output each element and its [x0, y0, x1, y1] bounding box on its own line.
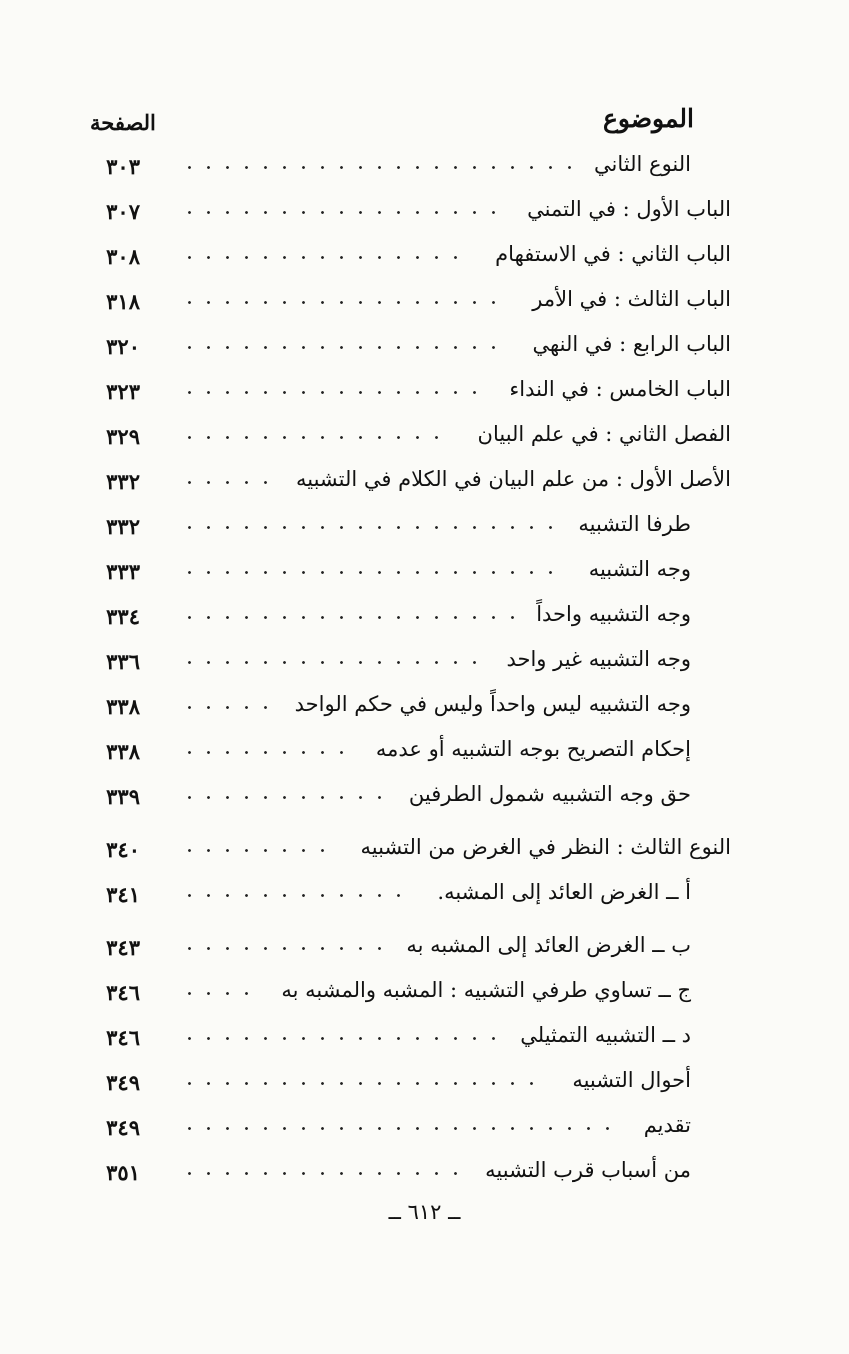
- toc-entry-title: الباب الخامس : في النداء: [509, 377, 731, 401]
- toc-entry: [0, 735, 849, 780]
- leader-dots: [180, 849, 332, 852]
- toc-entry: [0, 878, 849, 923]
- toc-entry: [0, 285, 849, 330]
- toc-entry-page: ٣٣٣: [106, 559, 140, 584]
- toc-entry-page: ٣٥١: [106, 1160, 140, 1185]
- toc-entry-page: ٣٣٨: [106, 694, 140, 719]
- toc-header: [0, 100, 849, 140]
- leader-dots: [180, 301, 503, 304]
- toc-entry-title: الباب الثالث : في الأمر: [532, 287, 731, 311]
- toc-entry-page: ٣٤٠: [106, 837, 140, 862]
- leader-dots: [180, 481, 275, 484]
- toc-entry-title: ج ــ تساوي طرفي التشبيه : المشبه والمشبه به: [281, 978, 691, 1002]
- toc-entry-page: ٣٤٩: [106, 1115, 140, 1140]
- toc-entry: [0, 510, 849, 555]
- toc-entry-page: ٣٤٦: [106, 980, 140, 1005]
- toc-entry-page: ٣٣٢: [106, 469, 140, 494]
- toc-entry-title: أحوال التشبيه: [572, 1068, 691, 1092]
- leader-dots: [180, 706, 275, 709]
- toc-entry: [0, 1021, 849, 1066]
- toc-list: [0, 150, 849, 1201]
- toc-entry-title: وجه التشبيه ليس واحداً وليس في حكم الواحد: [294, 692, 691, 716]
- leader-dots: [180, 256, 465, 259]
- leader-dots: [180, 894, 408, 897]
- leader-dots: [180, 661, 484, 664]
- toc-entry-page: ٣٠٣: [106, 154, 140, 179]
- toc-entry-page: ٣٣٤: [106, 604, 140, 629]
- toc-entry-title: وجه التشبيه: [588, 557, 691, 581]
- toc-entry: [0, 645, 849, 690]
- toc-entry: [0, 240, 849, 285]
- toc-entry-title: الباب الرابع : في النهي: [532, 332, 731, 356]
- toc-entry-title: الباب الأول : في التمني: [527, 197, 731, 221]
- leader-dots: [180, 391, 484, 394]
- toc-entry-page: ٣٢٠: [106, 334, 140, 359]
- page-number-footer: ــ ٦١٢ ــ: [388, 1200, 461, 1224]
- toc-entry-page: ٣٣٨: [106, 739, 140, 764]
- toc-entry-page: ٣٢٩: [106, 424, 140, 449]
- toc-entry: [0, 420, 849, 465]
- leader-dots: [180, 796, 389, 799]
- toc-entry: [0, 150, 849, 195]
- leader-dots: [180, 1037, 503, 1040]
- toc-entry-page: ٣٤٣: [106, 935, 140, 960]
- leader-dots: [180, 571, 560, 574]
- leader-dots: [180, 1172, 465, 1175]
- subject-column-heading: الموضوع: [603, 104, 694, 133]
- toc-entry-page: ٣٠٧: [106, 199, 140, 224]
- toc-entry-page: ٣٢٣: [106, 379, 140, 404]
- toc-entry: [0, 330, 849, 375]
- toc-entry-title: د ــ التشبيه التمثيلي: [520, 1023, 691, 1047]
- toc-entry-title: النوع الثالث : النظر في الغرض من التشبيه: [360, 835, 731, 859]
- toc-entry-title: وجه التشبيه غير واحد: [506, 647, 691, 671]
- toc-entry: [0, 1156, 849, 1201]
- page-column-heading: الصفحة: [90, 110, 156, 135]
- toc-entry: [0, 465, 849, 510]
- toc-entry-title: الأصل الأول : من علم البيان في الكلام في التشبيه: [295, 467, 731, 491]
- toc-entry-title: الباب الثاني : في الاستفهام: [495, 242, 731, 266]
- leader-dots: [180, 166, 579, 169]
- leader-dots: [180, 526, 560, 529]
- toc-entry: [0, 555, 849, 600]
- toc-entry-page: ٣٤٩: [106, 1070, 140, 1095]
- toc-entry: [0, 931, 849, 976]
- leader-dots: [180, 751, 351, 754]
- toc-entry-title: طرفا التشبيه: [578, 512, 691, 536]
- toc-entry-title: من أسباب قرب التشبيه: [485, 1158, 691, 1182]
- toc-entry-page: ٣٣٢: [106, 514, 140, 539]
- toc-entry-title: ب ــ الغرض العائد إلى المشبه به: [406, 933, 691, 957]
- toc-entry-title: تقديم: [643, 1113, 691, 1137]
- toc-entry: [0, 1066, 849, 1111]
- toc-entry-page: ٣١٨: [106, 289, 140, 314]
- toc-entry-title: حق وجه التشبيه شمول الطرفين: [408, 782, 691, 806]
- leader-dots: [180, 947, 389, 950]
- leader-dots: [180, 436, 446, 439]
- leader-dots: [180, 992, 256, 995]
- toc-entry-page: ٣٤٦: [106, 1025, 140, 1050]
- leader-dots: [180, 346, 503, 349]
- leader-dots: [180, 1127, 617, 1130]
- toc-entry-page: ٣٠٨: [106, 244, 140, 269]
- toc-entry: [0, 1111, 849, 1156]
- toc-entry: [0, 600, 849, 645]
- toc-entry-title: النوع الثاني: [594, 152, 691, 176]
- toc-entry-title: الفصل الثاني : في علم البيان: [477, 422, 731, 446]
- toc-entry: [0, 690, 849, 735]
- leader-dots: [180, 1082, 541, 1085]
- leader-dots: [180, 211, 503, 214]
- toc-entry: [0, 780, 849, 825]
- leader-dots: [180, 616, 522, 619]
- toc-entry: [0, 976, 849, 1021]
- toc-entry-page: ٣٤١: [106, 882, 140, 907]
- toc-entry-page: ٣٣٩: [106, 784, 140, 809]
- toc-entry-title: إحكام التصريح بوجه التشبيه أو عدمه: [375, 737, 691, 761]
- toc-entry-title: وجه التشبيه واحداً: [536, 602, 691, 626]
- toc-entry: [0, 833, 849, 878]
- toc-entry-page: ٣٣٦: [106, 649, 140, 674]
- toc-entry: [0, 375, 849, 420]
- toc-entry: [0, 195, 849, 240]
- toc-entry-title: أ ــ الغرض العائد إلى المشبه.: [437, 880, 691, 904]
